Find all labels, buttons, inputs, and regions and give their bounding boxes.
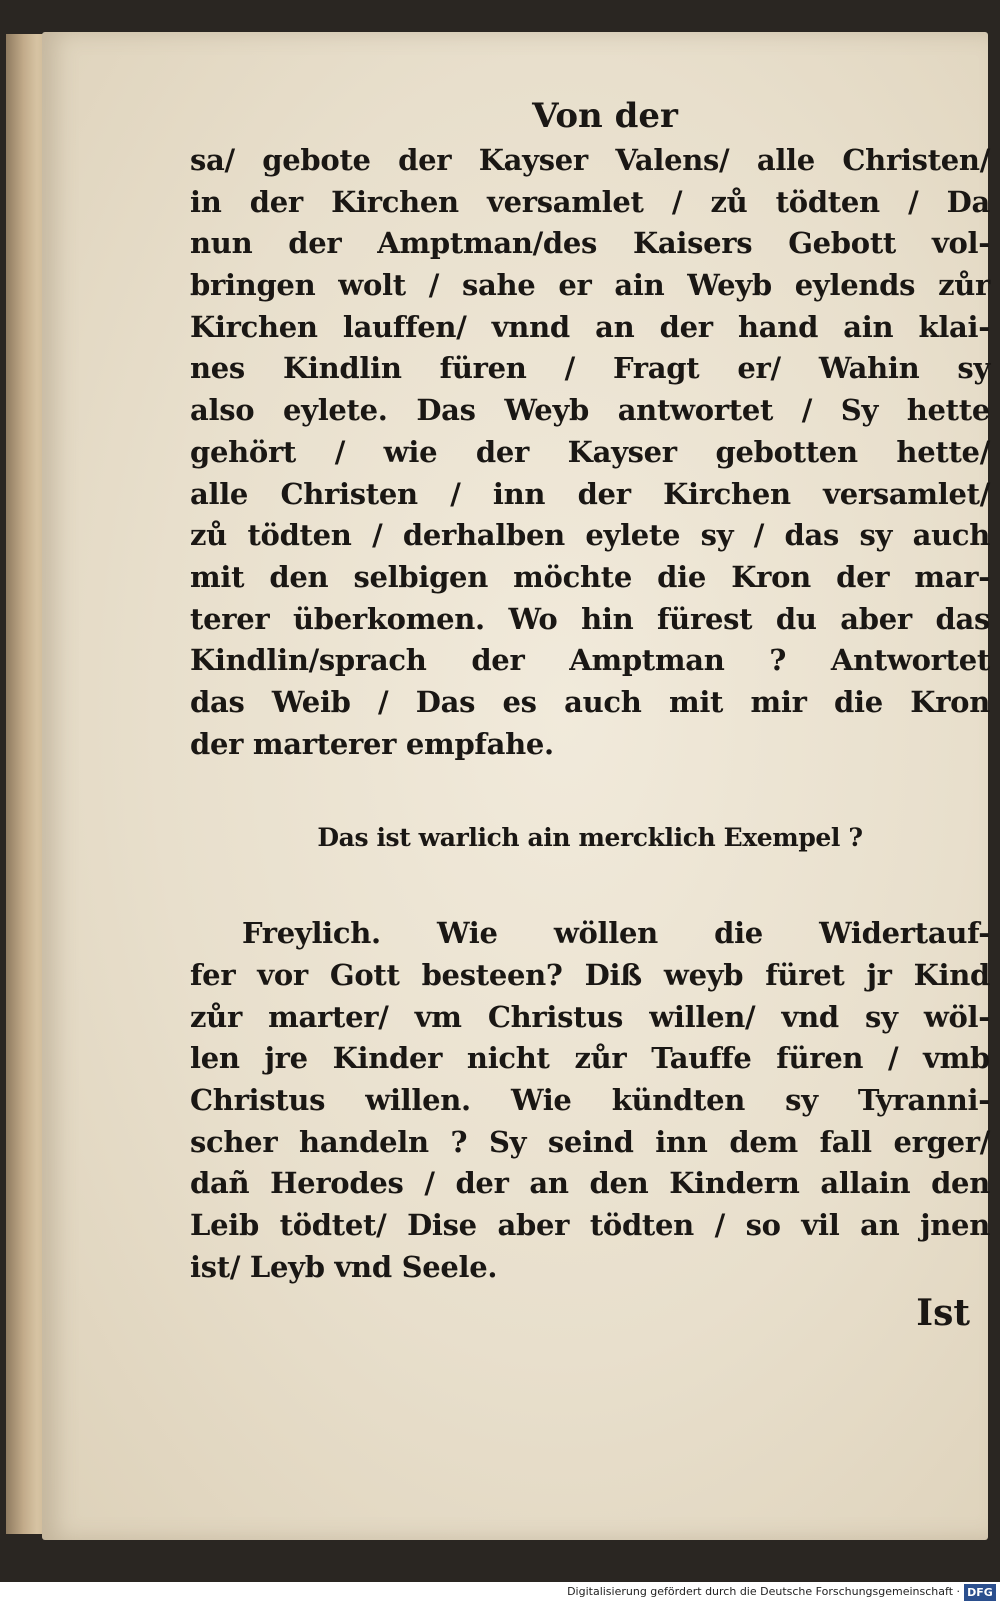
text-line: Kirchen lauffen/ vnnd an der hand ain klai-	[190, 309, 990, 344]
text-line: bringen wolt / sahe er ain Weyb eylends zůr	[190, 268, 990, 303]
text-line: ist/ Leyb vnd Seele.	[190, 1249, 498, 1284]
text-line: zů tödten / derhalben eylete sy / das sy auch	[190, 518, 990, 553]
text-line: terer überkomen. Wo hin fürest du aber das	[190, 601, 990, 636]
running-head: Von der	[532, 96, 678, 136]
text-line: len jre Kinder nicht zůr Tauffe füren / vmb	[190, 1041, 990, 1076]
text-line: Freylich. Wie wöllen die Widertauf-	[242, 916, 990, 951]
text-line: Leib tödtet/ Dise aber tödten / so vil an jnen	[190, 1208, 990, 1243]
text-line: in der Kirchen versamlet / zů tödten / Da	[190, 184, 990, 219]
text-line: der marterer empfahe.	[190, 726, 554, 761]
text-line: sa/ gebote der Kayser Valens/ alle Christen/	[190, 143, 990, 177]
text-line: nes Kindlin füren / Fragt er/ Wahin sy	[190, 351, 990, 386]
text-line: zůr marter/ vm Christus willen/ vnd sy wöl-	[190, 999, 990, 1034]
funding-credit: Digitalisierung gefördert durch die Deutsche Forschungsgemeinschaft ·	[567, 1585, 960, 1598]
text-line: gehört / wie der Kayser gebotten hette/	[190, 434, 990, 469]
text-line: alle Christen / inn der Kirchen versamlet/	[190, 476, 990, 511]
text-line: nun der Amptman/des Kaisers Gebott vol-	[190, 226, 990, 261]
footer-bar	[0, 1582, 1000, 1605]
section-heading: Das ist warlich ain mercklich Exempel ?	[317, 823, 863, 853]
text-block	[190, 94, 990, 1337]
dfg-logo: DFG	[964, 1584, 996, 1601]
text-line: das Weib / Das es auch mit mir die Kron	[190, 684, 990, 719]
text-line: mit den selbigen möchte die Kron der mar-	[190, 559, 990, 594]
text-line: also eylete. Das Weyb antwortet / Sy hette	[190, 393, 990, 428]
text-line: dañ Herodes / der an den Kindern allain den	[190, 1166, 990, 1201]
text-line: Christus willen. Wie kündten sy Tyranni-	[190, 1083, 990, 1118]
book-page	[42, 32, 988, 1540]
paragraph-1	[190, 140, 990, 765]
text-line: Kindlin/sprach der Amptman ? Antwortet	[190, 643, 990, 678]
text-line: scher handeln ? Sy seind inn dem fall erger/	[190, 1124, 990, 1159]
text-line: fer vor Gott besteen? Diß weyb füret jr Kind	[190, 958, 990, 992]
paragraph-2	[190, 913, 990, 1288]
catchword: Ist	[916, 1291, 970, 1334]
